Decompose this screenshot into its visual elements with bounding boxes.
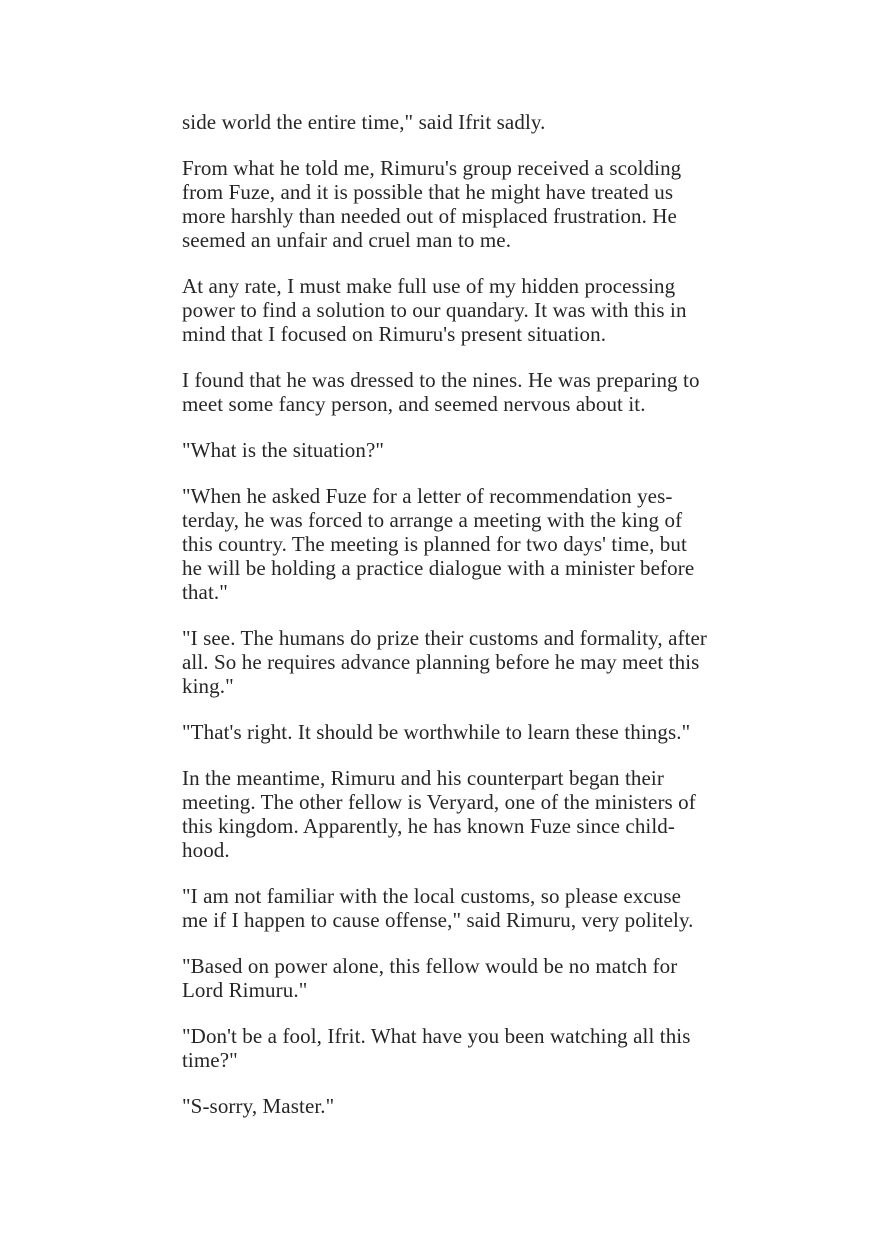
text-line: he will be holding a practice dialogue with a minister before bbox=[182, 556, 695, 580]
text-line: "Based on power alone, this fellow would be no match for bbox=[182, 954, 678, 978]
text-line: that." bbox=[182, 580, 228, 604]
paragraph bbox=[182, 720, 722, 744]
text-line: this kingdom. Apparently, he has known Fuze since child- bbox=[182, 814, 675, 838]
paragraph bbox=[182, 954, 722, 1002]
text-line: "I see. The humans do prize their customs and formality, after bbox=[182, 626, 708, 650]
paragraph bbox=[182, 438, 722, 462]
text-line: me if I happen to cause offense," said Rimuru, very politely. bbox=[182, 908, 694, 932]
text-line: "What is the situation?" bbox=[182, 438, 385, 462]
text-line: time?" bbox=[182, 1048, 238, 1072]
text-line: At any rate, I must make full use of my hidden processing bbox=[182, 274, 676, 298]
text-line: In the meantime, Rimuru and his counterpart began their bbox=[182, 766, 664, 790]
paragraph bbox=[182, 110, 722, 134]
paragraph bbox=[182, 368, 722, 416]
text-line: "S-sorry, Master." bbox=[182, 1094, 335, 1118]
text-line: "When he asked Fuze for a letter of recommendation yes- bbox=[182, 484, 673, 508]
text-line: meeting. The other fellow is Veryard, one of the ministers of bbox=[182, 790, 696, 814]
text-line: all. So he requires advance planning before he may meet this bbox=[182, 650, 700, 674]
paragraph bbox=[182, 766, 722, 862]
text-line: king." bbox=[182, 674, 234, 698]
text-line: Lord Rimuru." bbox=[182, 978, 308, 1002]
text-line: terday, he was forced to arrange a meeting with the king of bbox=[182, 508, 683, 532]
text-line: seemed an unfair and cruel man to me. bbox=[182, 228, 512, 252]
text-line: mind that I focused on Rimuru's present situation. bbox=[182, 322, 607, 346]
text-line: this country. The meeting is planned for two days' time, but bbox=[182, 532, 687, 556]
text-line: "I am not familiar with the local customs, so please excuse bbox=[182, 884, 682, 908]
text-line: power to find a solution to our quandary. It was with this in bbox=[182, 298, 687, 322]
text-line: more harshly than needed out of misplaced frustration. He bbox=[182, 204, 677, 228]
paragraph bbox=[182, 156, 722, 252]
page-text bbox=[182, 110, 722, 1118]
text-line: "That's right. It should be worthwhile to learn these things." bbox=[182, 720, 691, 744]
text-line: "Don't be a fool, Ifrit. What have you been watching all this bbox=[182, 1024, 691, 1048]
text-line: side world the entire time," said Ifrit sadly. bbox=[182, 110, 546, 134]
text-line: meet some fancy person, and seemed nervous about it. bbox=[182, 392, 646, 416]
paragraph bbox=[182, 1094, 722, 1118]
text-line: from Fuze, and it is possible that he might have treated us bbox=[182, 180, 674, 204]
paragraph bbox=[182, 484, 722, 604]
paragraph bbox=[182, 274, 722, 346]
paragraph bbox=[182, 1024, 722, 1072]
paragraph bbox=[182, 626, 722, 698]
text-line: hood. bbox=[182, 838, 230, 862]
text-line: From what he told me, Rimuru's group received a scolding bbox=[182, 156, 682, 180]
paragraph bbox=[182, 884, 722, 932]
text-line: I found that he was dressed to the nines. He was preparing to bbox=[182, 368, 700, 392]
